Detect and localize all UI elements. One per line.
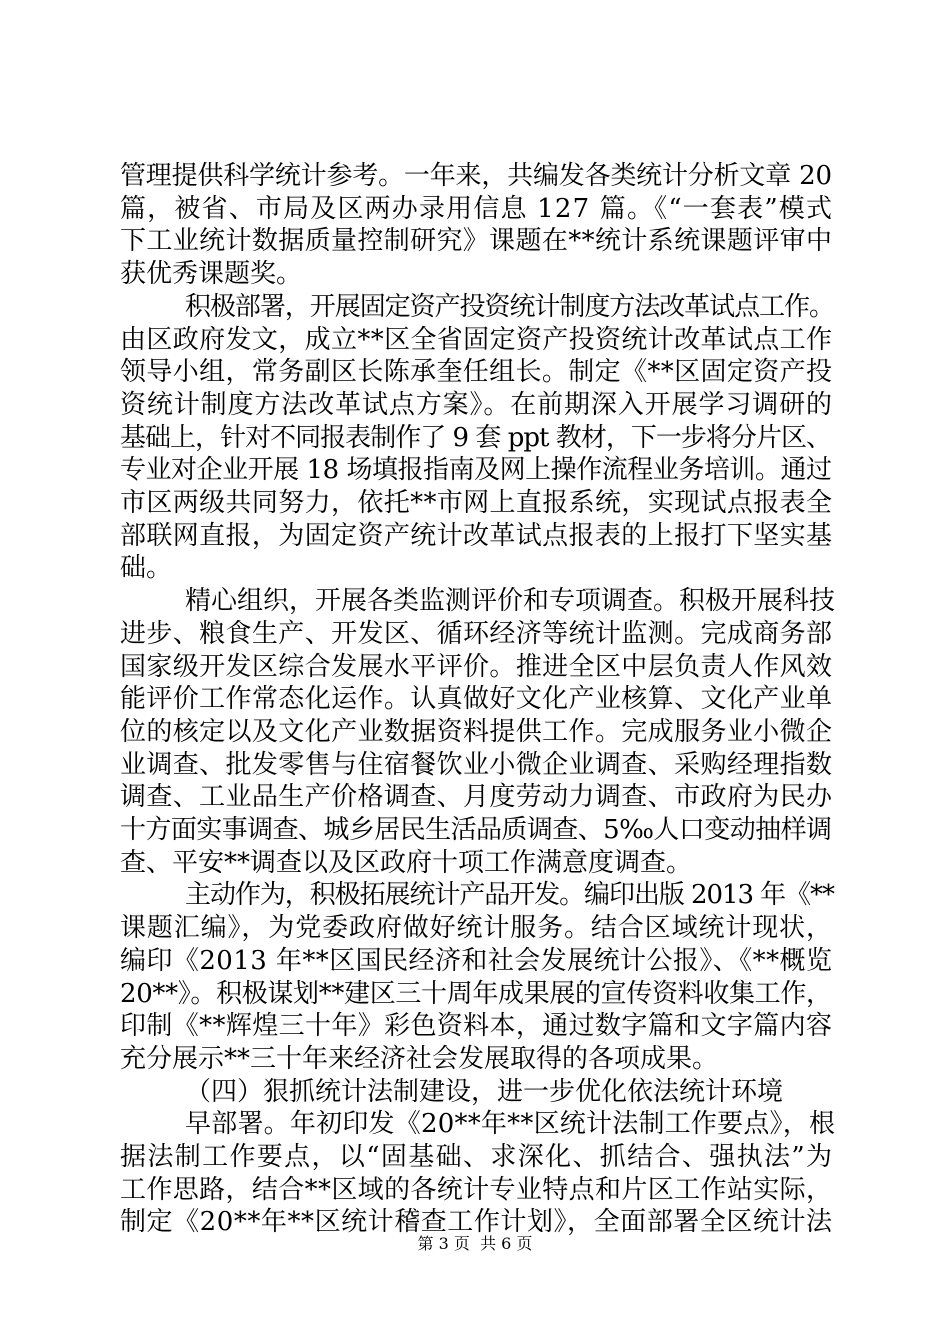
text-line: 印制《**辉煌三十年》彩色资料本，通过数字篇和文字篇内容 (120, 1011, 833, 1041)
text-line: 制定《20**年**区统计稽查工作计划》，全面部署全区统计法 (120, 1207, 833, 1237)
text-line: 积极部署，开展固定资产投资统计制度方法改革试点工作。 (185, 292, 834, 322)
text-line: 篇，被省、市局及区两办录用信息 127 篇。《“一套表”模式 (120, 194, 834, 224)
text-line: 充分展示**三十年来经济社会发展取得的各项成果。 (120, 1044, 719, 1074)
page-footer: 第 3 页 共 6 页 (417, 1234, 533, 1253)
text-line: 获优秀课题奖。 (120, 259, 303, 289)
text-line: 据法制工作要点，以“固基础、求深化、抓结合、强执法”为 (120, 1142, 834, 1172)
text-line: 下工业统计数据质量控制研究》课题在**统计系统课题评审中 (120, 226, 833, 256)
text-line: 部联网直报，为固定资产统计改革试点报表的上报打下坚实基 (120, 521, 833, 551)
text-line: 位的核定以及文化产业数据资料提供工作。完成服务业小微企 (120, 717, 833, 747)
text-line: 查、平安**调查以及区政府十项工作满意度调查。 (120, 848, 693, 878)
text-line: 资统计制度方法改革试点方案》。在前期深入开展学习调研的 (120, 390, 833, 420)
text-line: （四）狠抓统计法制建设，进一步优化依法统计环境 (185, 1077, 784, 1107)
text-line: 专业对企业开展 18 场填报指南及网上操作流程业务培训。通过 (120, 455, 832, 485)
text-line: 早部署。年初印发《20**年**区统计法制工作要点》，根 (185, 1109, 836, 1139)
text-line: 精心组织，开展各类监测评价和专项调查。积极开展科技 (185, 586, 835, 616)
text-line: 国家级开发区综合发展水平评价。推进全区中层负责人作风效 (120, 652, 833, 682)
text-line: 十方面实事调查、城乡居民生活品质调查、5‰人口变动抽样调 (120, 815, 832, 845)
text-line: 市区两级共同努力，依托**市网上直报系统，实现试点报表全 (120, 488, 833, 518)
text-line: 工作思路，结合**区域的各统计专业特点和片区工作站实际， (120, 1175, 833, 1205)
text-line: 领导小组，常务副区长陈承奎任组长。制定《**区固定资产投 (120, 357, 833, 387)
text-line: 进步、粮食生产、开发区、循环经济等统计监测。完成商务部 (120, 619, 833, 649)
text-line: 础。 (120, 553, 173, 583)
text-line: 编印《2013 年**区国民经济和社会发展统计公报》、《**概览 (120, 946, 833, 976)
text-line: 基础上，针对不同报表制作了 9 套 ppt 教材，下一步将分片区、 (120, 423, 832, 453)
text-line: 业调查、批发零售与住宿餐饮业小微企业调查、采购经理指数 (120, 750, 833, 780)
text-line: 主动作为，积极拓展统计产品开发。编印出版 2013 年《** (185, 880, 834, 910)
text-line: 由区政府发文，成立**区全省固定资产投资统计改革试点工作 (120, 325, 833, 355)
text-line: 课题汇编》，为党委政府做好统计服务。结合区域统计现状， (120, 913, 833, 943)
text-line: 管理提供科学统计参考。一年来，共编发各类统计分析文章 20 (120, 161, 832, 191)
text-line: 20**》。积极谋划**建区三十周年成果展的宣传资料收集工作， (120, 979, 832, 1009)
text-line: 调查、工业品生产价格调查、月度劳动力调查、市政府为民办 (120, 782, 833, 812)
text-line: 能评价工作常态化运作。认真做好文化产业核算、文化产业单 (120, 684, 833, 714)
